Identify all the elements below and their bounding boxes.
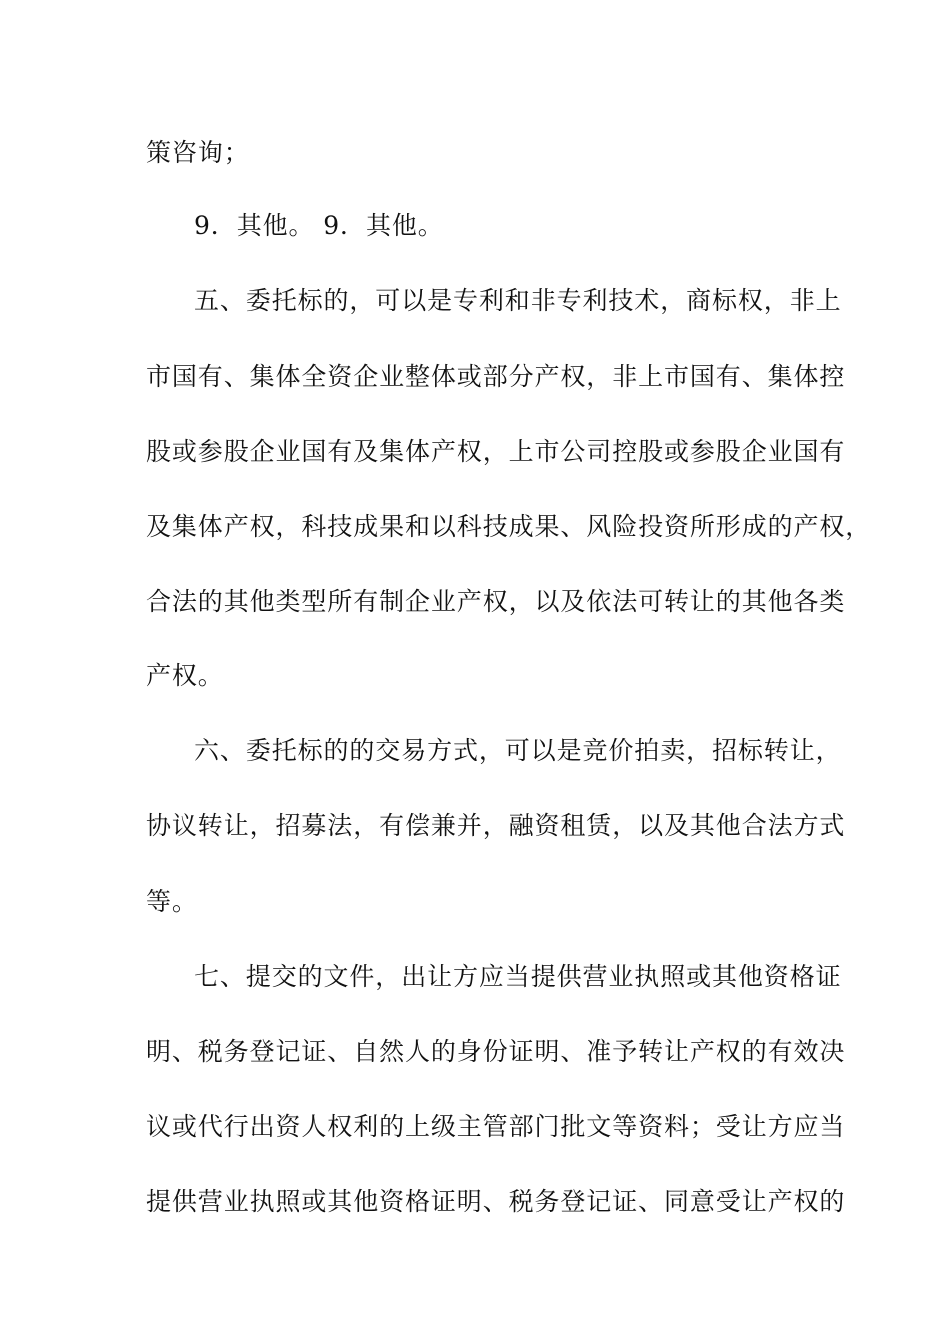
paragraph-line: 明、税务登记证、自然人的身份证明、准予转让产权的有效决 — [146, 1037, 846, 1066]
paragraph-line: 等。 — [146, 887, 198, 916]
paragraph-line: 市国有、集体全资企业整体或部分产权，非上市国有、集体控 — [146, 362, 846, 391]
paragraph-line: 9．其他。 9．其他。 — [194, 211, 444, 240]
paragraph-line: 五、委托标的，可以是专利和非专利技术，商标权，非上 — [194, 286, 842, 315]
paragraph-line: 七、提交的文件，出让方应当提供营业执照或其他资格证 — [194, 962, 842, 991]
paragraph-line: 股或参股企业国有及集体产权，上市公司控股或参股企业国有 — [146, 437, 846, 466]
paragraph-line: 合法的其他类型所有制企业产权，以及依法可转让的其他各类 — [146, 587, 846, 616]
paragraph-line: 议或代行出资人权利的上级主管部门批文等资料；受让方应当 — [146, 1112, 846, 1141]
paragraph-line: 及集体产权，科技成果和以科技成果、风险投资所形成的产权， — [146, 512, 872, 541]
paragraph-line: 产权。 — [146, 661, 224, 690]
paragraph-line: 策咨询； — [146, 138, 250, 167]
paragraph-line: 六、委托标的的交易方式，可以是竞价拍卖，招标转让， — [194, 736, 842, 765]
paragraph-line: 协议转让，招募法，有偿兼并，融资租赁，以及其他合法方式 — [146, 811, 846, 840]
paragraph-line: 提供营业执照或其他资格证明、税务登记证、同意受让产权的 — [146, 1187, 846, 1216]
